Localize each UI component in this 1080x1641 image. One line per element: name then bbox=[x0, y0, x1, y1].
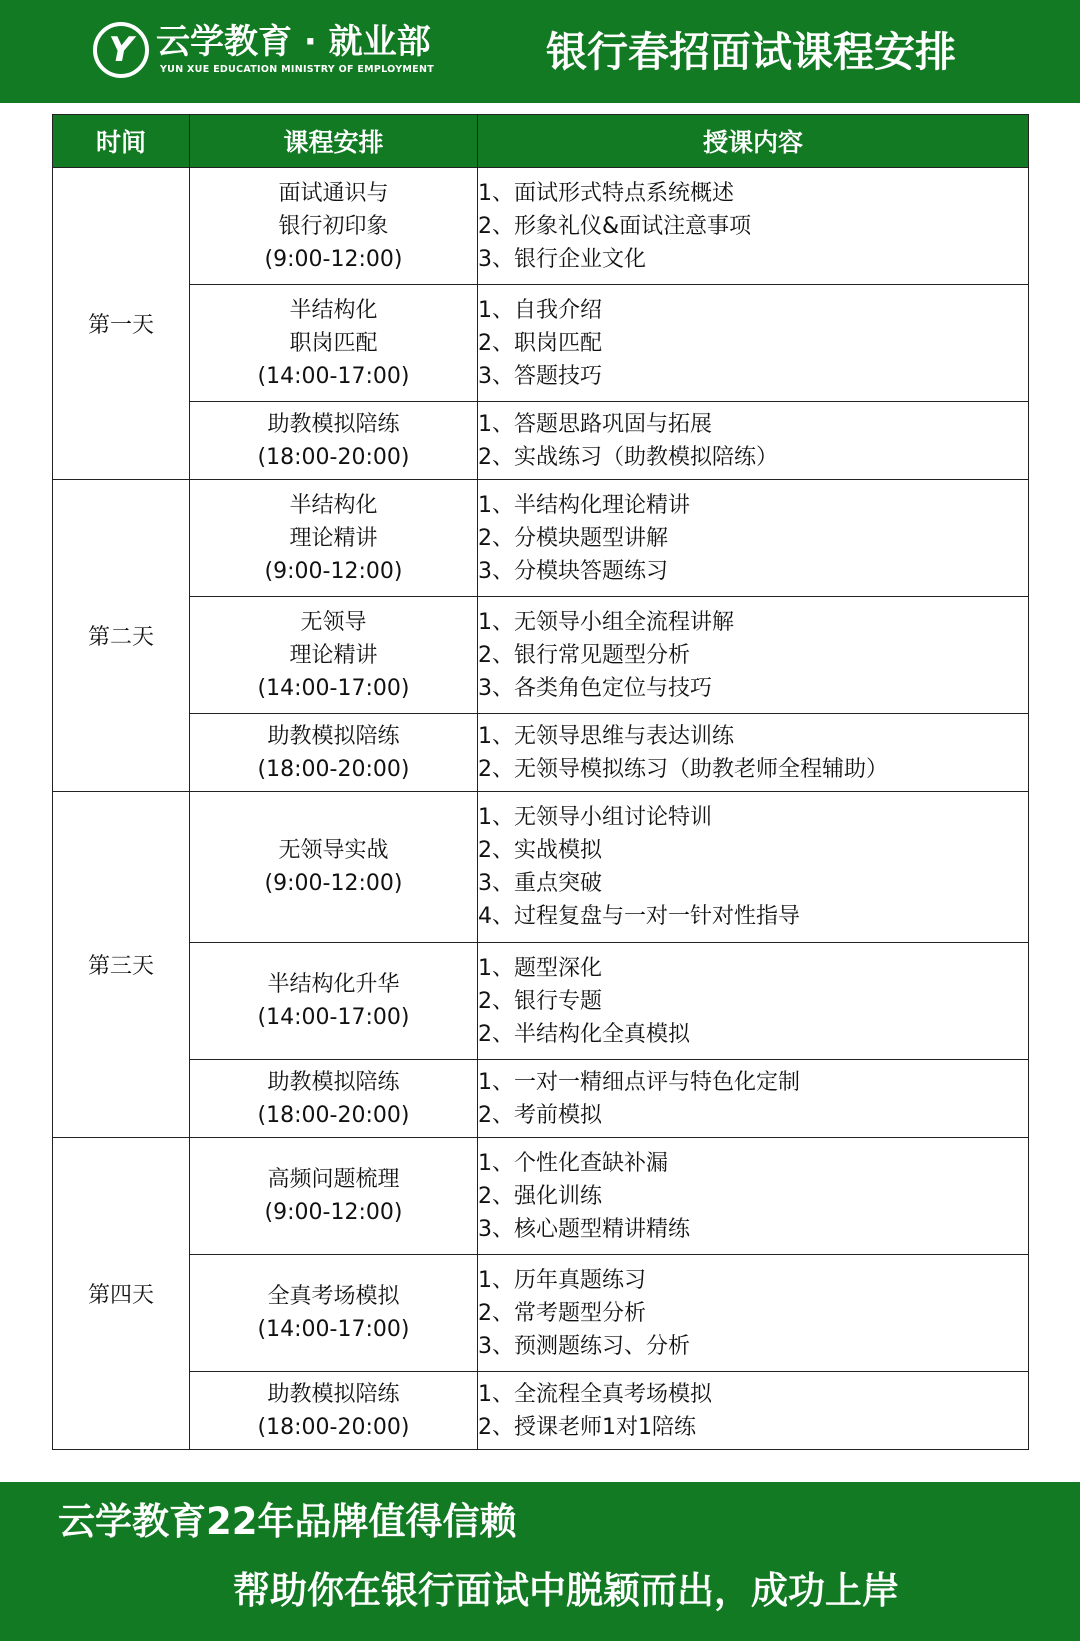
content-item: 2、分模块题型讲解 bbox=[478, 525, 668, 551]
content-item: 2、银行专题 bbox=[478, 988, 602, 1014]
session-title-line: (14:00-17:00) bbox=[257, 363, 410, 389]
content-item: 2、实战练习（助教模拟陪练） bbox=[478, 444, 778, 470]
content-item: 2、形象礼仪&面试注意事项 bbox=[478, 213, 752, 239]
table-row bbox=[53, 597, 1029, 714]
table-row bbox=[53, 1255, 1029, 1372]
content-item: 1、无领导思维与表达训练 bbox=[478, 723, 734, 749]
session-title-line: 助教模拟陪练 bbox=[267, 1381, 400, 1407]
session-title-line: (18:00-20:00) bbox=[257, 1414, 410, 1440]
content-item: 1、半结构化理论精讲 bbox=[478, 492, 690, 518]
session-title bbox=[190, 792, 478, 943]
session-title bbox=[190, 597, 478, 714]
session-content bbox=[478, 168, 1029, 285]
session-title-line: 半结构化 bbox=[289, 492, 378, 518]
session-title-line: 理论精讲 bbox=[289, 525, 378, 551]
session-title-line: (9:00-12:00) bbox=[264, 1200, 403, 1225]
session-title bbox=[190, 480, 478, 597]
session-title bbox=[190, 1372, 478, 1450]
session-title-line: 助教模拟陪练 bbox=[267, 723, 400, 749]
session-title bbox=[190, 1138, 478, 1255]
table-row bbox=[53, 285, 1029, 402]
content-item: 1、无领导小组全流程讲解 bbox=[478, 609, 734, 635]
session-title bbox=[190, 285, 478, 402]
content-item: 2、授课老师1对1陪练 bbox=[478, 1414, 696, 1440]
session-title bbox=[190, 402, 478, 480]
content-item: 1、无领导小组讨论特训 bbox=[478, 805, 712, 830]
session-title-line: 助教模拟陪练 bbox=[267, 1069, 400, 1095]
logo-brand-name: 云学教育 · 就业部 bbox=[156, 22, 431, 62]
yunxue-logo-icon bbox=[93, 22, 149, 78]
content-item: 2、半结构化全真模拟 bbox=[478, 1021, 690, 1047]
session-title-line: 无领导实战 bbox=[278, 838, 389, 863]
content-item: 1、历年真题练习 bbox=[478, 1267, 646, 1293]
session-content bbox=[478, 792, 1029, 943]
session-content bbox=[478, 714, 1029, 792]
table-row bbox=[53, 1060, 1029, 1138]
session-title-line: 半结构化 bbox=[289, 297, 378, 323]
session-title-line: (14:00-17:00) bbox=[257, 675, 410, 701]
day-label: 第二天 bbox=[53, 480, 190, 792]
session-title-line: 无领导 bbox=[300, 609, 367, 635]
logo-letter: Y bbox=[108, 30, 134, 70]
page-title: 银行春招面试课程安排 bbox=[546, 28, 956, 76]
content-item: 1、个性化查缺补漏 bbox=[478, 1150, 668, 1176]
session-title-line: 理论精讲 bbox=[289, 642, 378, 668]
content-item: 3、核心题型精讲精练 bbox=[478, 1216, 690, 1242]
content-item: 2、无领导模拟练习（助教老师全程辅助） bbox=[478, 756, 888, 782]
content-item: 2、考前模拟 bbox=[478, 1102, 602, 1128]
session-title-line: (18:00-20:00) bbox=[257, 1102, 410, 1128]
footer-slogan-1: 云学教育22年品牌值得信赖 bbox=[58, 1500, 517, 1543]
table-header-row bbox=[53, 115, 1029, 168]
content-item: 2、职岗匹配 bbox=[478, 330, 602, 356]
session-title-line: (14:00-17:00) bbox=[257, 1005, 410, 1030]
content-item: 3、答题技巧 bbox=[478, 363, 602, 389]
session-title-line: 高频问题梳理 bbox=[267, 1167, 400, 1192]
content-item: 3、银行企业文化 bbox=[478, 246, 646, 272]
content-item: 3、分模块答题练习 bbox=[478, 558, 668, 584]
table-row bbox=[53, 792, 1029, 943]
session-title-line: (18:00-20:00) bbox=[257, 756, 410, 782]
logo-brand-english: YUN XUE EDUCATION MINISTRY OF EMPLOYMENT bbox=[160, 64, 434, 75]
content-item: 2、常考题型分析 bbox=[478, 1300, 646, 1326]
session-title bbox=[190, 714, 478, 792]
session-title-line: (18:00-20:00) bbox=[257, 444, 410, 470]
table-row bbox=[53, 402, 1029, 480]
content-item: 4、过程复盘与一对一针对性指导 bbox=[478, 904, 800, 929]
day-label: 第三天 bbox=[53, 792, 190, 1138]
day-label: 第一天 bbox=[53, 168, 190, 480]
content-item: 1、面试形式特点系统概述 bbox=[478, 180, 734, 206]
session-content bbox=[478, 1255, 1029, 1372]
session-title bbox=[190, 168, 478, 285]
session-title-line: (9:00-12:00) bbox=[264, 871, 403, 896]
table-row bbox=[53, 168, 1029, 285]
session-title-line: (9:00-12:00) bbox=[264, 558, 403, 584]
content-item: 1、答题思路巩固与拓展 bbox=[478, 411, 712, 437]
table-row bbox=[53, 943, 1029, 1060]
content-item: 1、全流程全真考场模拟 bbox=[478, 1381, 712, 1407]
session-title-line: (14:00-17:00) bbox=[257, 1317, 410, 1342]
course-schedule-table bbox=[52, 114, 1029, 1450]
table-row bbox=[53, 1138, 1029, 1255]
table-row bbox=[53, 480, 1029, 597]
content-item: 2、实战模拟 bbox=[478, 838, 602, 863]
session-title-line: 助教模拟陪练 bbox=[267, 411, 400, 437]
session-content bbox=[478, 1138, 1029, 1255]
footer-slogan-2: 帮助你在银行面试中脱颖而出，成功上岸 bbox=[233, 1569, 899, 1612]
session-title bbox=[190, 943, 478, 1060]
header-time: 时间 bbox=[53, 115, 190, 168]
session-content bbox=[478, 597, 1029, 714]
session-title-line: (9:00-12:00) bbox=[264, 246, 403, 272]
table-row bbox=[53, 714, 1029, 792]
header-course: 课程安排 bbox=[190, 115, 478, 168]
session-title bbox=[190, 1060, 478, 1138]
content-item: 3、重点突破 bbox=[478, 871, 602, 896]
header-content: 授课内容 bbox=[478, 115, 1029, 168]
session-title-line: 全真考场模拟 bbox=[267, 1284, 400, 1309]
session-title-line: 半结构化升华 bbox=[267, 972, 400, 997]
session-title-line: 职岗匹配 bbox=[289, 330, 378, 356]
table-row bbox=[53, 1372, 1029, 1450]
session-content bbox=[478, 1060, 1029, 1138]
session-title bbox=[190, 1255, 478, 1372]
session-content bbox=[478, 402, 1029, 480]
day-label: 第四天 bbox=[53, 1138, 190, 1450]
session-content bbox=[478, 285, 1029, 402]
session-title-line: 面试通识与 bbox=[278, 180, 389, 206]
content-item: 3、预测题练习、分析 bbox=[478, 1333, 690, 1359]
content-item: 3、各类角色定位与技巧 bbox=[478, 675, 712, 701]
content-item: 1、一对一精细点评与特色化定制 bbox=[478, 1069, 800, 1095]
content-item: 1、题型深化 bbox=[478, 955, 602, 981]
content-item: 2、强化训练 bbox=[478, 1183, 602, 1209]
session-content bbox=[478, 480, 1029, 597]
session-content bbox=[478, 1372, 1029, 1450]
session-title-line: 银行初印象 bbox=[278, 213, 389, 239]
session-content bbox=[478, 943, 1029, 1060]
content-item: 2、银行常见题型分析 bbox=[478, 642, 690, 668]
content-item: 1、自我介绍 bbox=[478, 297, 602, 323]
